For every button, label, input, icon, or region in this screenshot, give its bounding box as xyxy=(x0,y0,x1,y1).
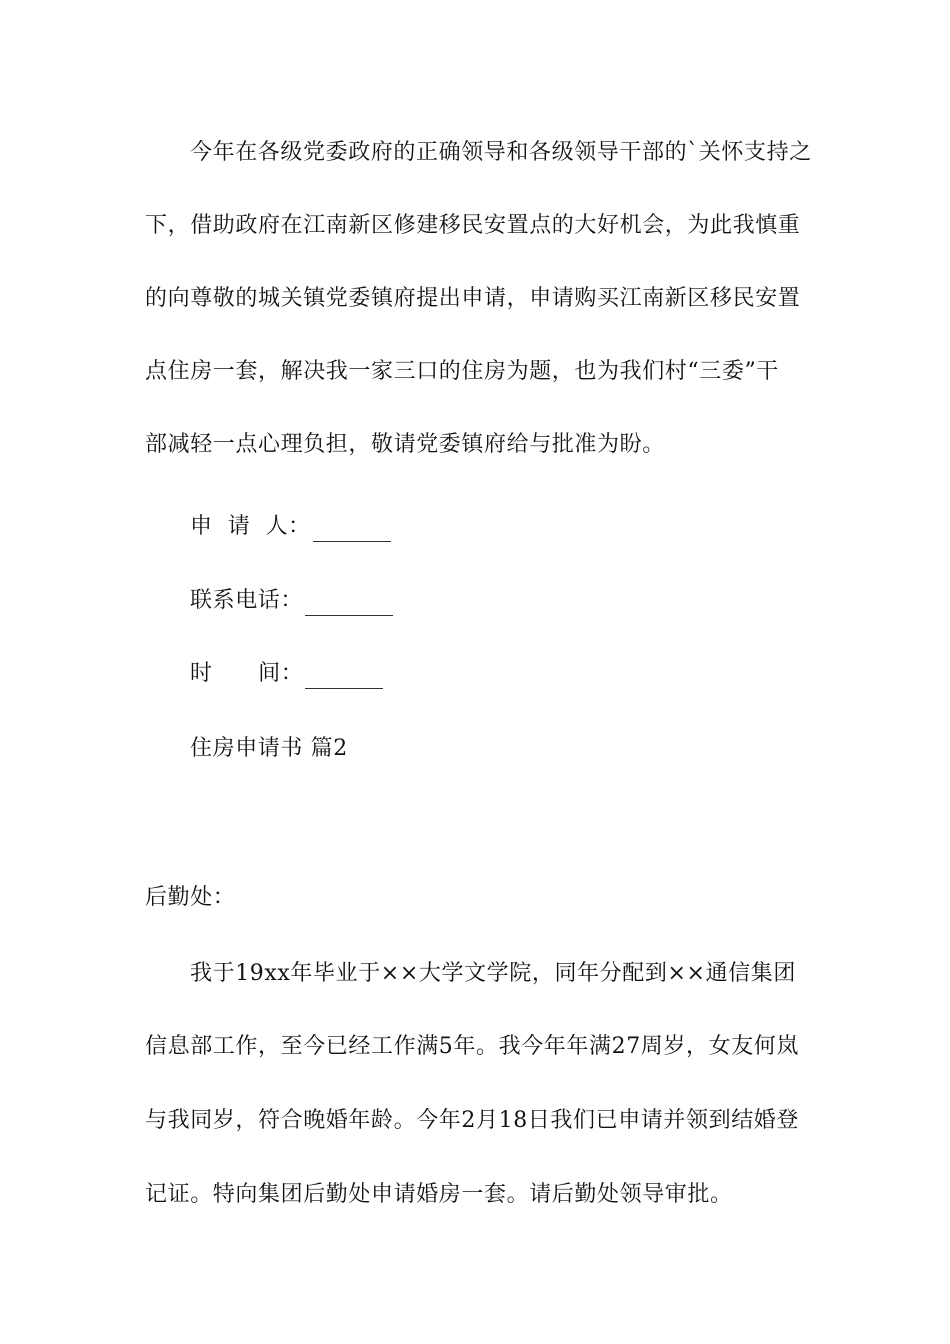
phone-label: 联系电话： xyxy=(190,588,304,613)
applicant-label: 申 请 人： xyxy=(190,514,311,539)
time-field xyxy=(190,659,383,689)
paragraph-line: 部减轻一点心理负担，敬请党委镇府给与批准为盼。 xyxy=(145,432,665,457)
paragraph-line: 下，借助政府在江南新区修建移民安置点的大好机会，为此我慎重 xyxy=(145,213,801,238)
paragraph-line: 今年在各级党委政府的正确领导和各级领导干部的`关怀支持之 xyxy=(190,140,812,165)
salutation: 后勤处： xyxy=(145,885,236,910)
time-blank xyxy=(305,666,383,689)
time-label: 时 间： xyxy=(190,661,304,686)
applicant-field xyxy=(190,512,391,542)
paragraph-line: 与我同岁，符合晚婚年龄。今年2月18日我们已申请并领到结婚登 xyxy=(145,1108,799,1133)
applicant-blank xyxy=(313,519,391,542)
paragraph-line: 我于19xx年毕业于××大学文学院，同年分配到××通信集团 xyxy=(190,961,796,986)
phone-field xyxy=(190,586,393,616)
paragraph-line: 信息部工作，至今已经工作满5年。我今年年满27周岁，女友何岚 xyxy=(145,1034,799,1059)
phone-blank xyxy=(305,593,393,616)
paragraph-line: 的向尊敬的城关镇党委镇府提出申请，申请购买江南新区移民安置 xyxy=(145,286,801,311)
paragraph-line: 记证。特向集团后勤处申请婚房一套。请后勤处领导审批。 xyxy=(145,1182,733,1207)
section-heading: 住房申请书 篇2 xyxy=(190,736,348,761)
paragraph-line: 点住房一套，解决我一家三口的住房为题，也为我们村“三委”干 xyxy=(145,359,779,384)
